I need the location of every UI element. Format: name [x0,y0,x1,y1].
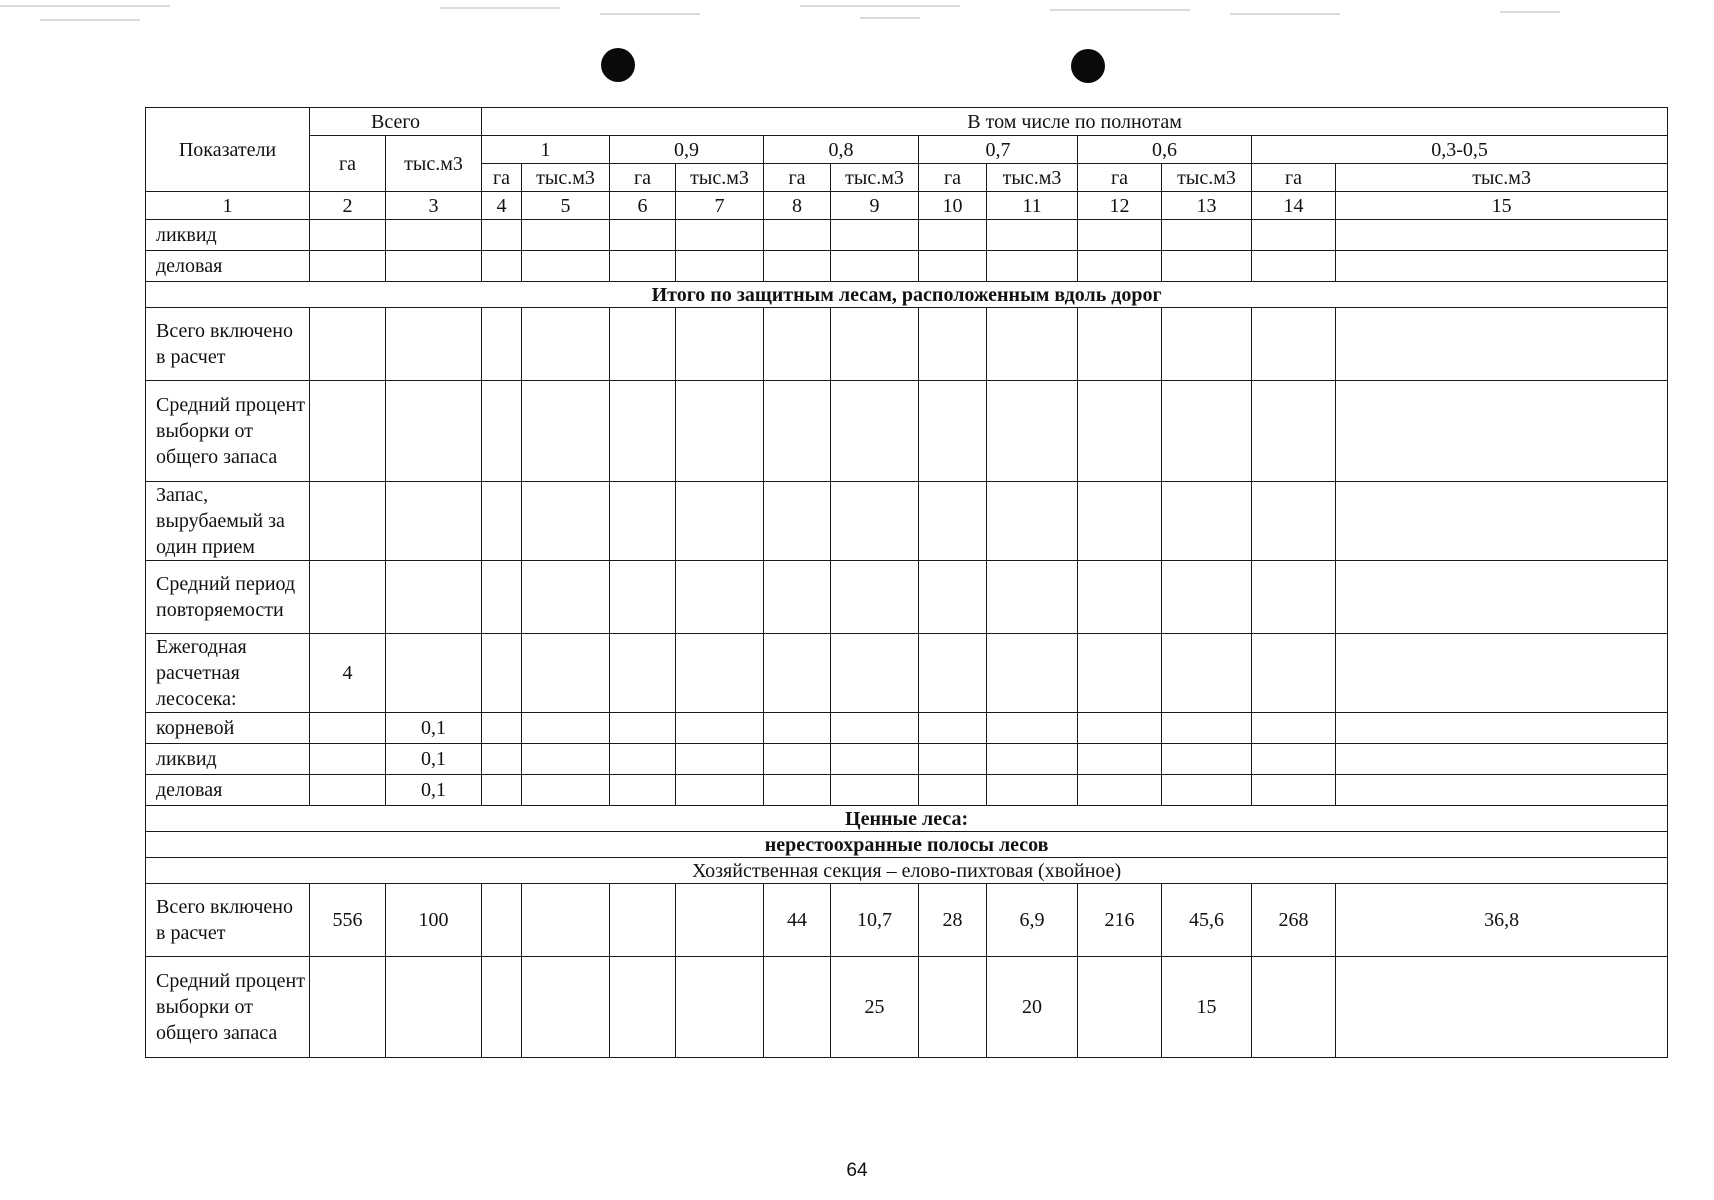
table-cell [610,957,676,1058]
punch-hole-right [1071,49,1105,83]
column-number: 13 [1162,192,1252,220]
table-cell [831,744,919,775]
density-07-header: 0,7 [919,136,1078,164]
column-number: 9 [831,192,919,220]
table-cell [386,634,482,713]
row-label: Всего включено в расчет [146,884,310,957]
table-cell [386,381,482,482]
table-cell [522,884,610,957]
table-cell [610,775,676,806]
table-cell [1252,561,1336,634]
table-cell [386,220,482,251]
table-cell [610,482,676,561]
table-cell [676,775,764,806]
table-cell [1252,482,1336,561]
section-row [146,282,1668,308]
table-cell: 15 [1162,957,1252,1058]
table-cell [764,251,831,282]
table-cell [1078,561,1162,634]
table-cell [764,561,831,634]
table-cell [310,744,386,775]
table-cell [522,561,610,634]
row-label: Ежегодная расчетная лесосека: [146,634,310,713]
table-cell [764,482,831,561]
table-cell [1162,482,1252,561]
ha-unit-header: га [919,164,987,192]
table-row [146,381,1668,482]
table-cell [1078,957,1162,1058]
table-cell [831,381,919,482]
table-cell: 25 [831,957,919,1058]
scan-noise-marks [0,0,1714,40]
table-cell [987,308,1078,381]
table-cell [1078,482,1162,561]
table-cell [676,884,764,957]
column-number: 6 [610,192,676,220]
density-1-header: 1 [482,136,610,164]
table-cell [1162,775,1252,806]
table-cell [482,775,522,806]
table-cell [919,561,987,634]
table-cell [610,713,676,744]
density-header: В том числе по полнотам [482,108,1668,136]
section-row [146,832,1668,858]
table-cell [919,744,987,775]
punch-hole-left [601,48,635,82]
table-cell: 0,1 [386,713,482,744]
table-cell [1336,251,1668,282]
table-cell [676,308,764,381]
table-cell [522,381,610,482]
table-cell [610,308,676,381]
table-cell [919,713,987,744]
table-cell [610,381,676,482]
table-cell [482,713,522,744]
table-cell [1078,220,1162,251]
section-title: Хозяйственная секция – елово-пихтовая (хвойное) [146,858,1668,884]
table-cell [1252,957,1336,1058]
table-cell [919,957,987,1058]
table-cell [1336,381,1668,482]
table-cell [1078,251,1162,282]
column-number: 14 [1252,192,1336,220]
volume-unit-header: тыс.м3 [676,164,764,192]
table-cell [522,251,610,282]
table-body [146,108,1668,1058]
table-cell [310,251,386,282]
table-cell [1252,381,1336,482]
table-cell [1336,220,1668,251]
table-cell [831,775,919,806]
table-cell [1252,308,1336,381]
table-cell [310,561,386,634]
table-cell [1336,482,1668,561]
table-cell [482,561,522,634]
row-label: Средний процент выборки от общего запаса [146,381,310,482]
table-cell [676,634,764,713]
table-cell [987,634,1078,713]
table-cell [482,251,522,282]
section-title: Ценные леса: [146,806,1668,832]
table-cell [764,957,831,1058]
table-cell [1078,308,1162,381]
column-number: 10 [919,192,987,220]
table-cell [1078,713,1162,744]
table-cell [1162,744,1252,775]
table-cell [676,482,764,561]
table-cell [987,744,1078,775]
header-row-2 [146,136,1668,164]
table-cell: 36,8 [1336,884,1668,957]
table-cell [1162,308,1252,381]
volume-unit-header: тыс.м3 [831,164,919,192]
table-cell [764,220,831,251]
table-cell [1252,775,1336,806]
table-cell [310,775,386,806]
column-number: 2 [310,192,386,220]
table-cell [676,744,764,775]
column-number: 8 [764,192,831,220]
header-row-1 [146,108,1668,136]
table-cell [386,561,482,634]
table-cell: 0,1 [386,744,482,775]
table-cell [610,884,676,957]
table-cell [482,884,522,957]
table-cell [1336,713,1668,744]
table-cell [522,775,610,806]
volume-unit-header: тыс.м3 [987,164,1078,192]
table-cell [764,744,831,775]
table-row [146,884,1668,957]
table-cell [482,308,522,381]
table-cell [522,308,610,381]
table-cell [386,482,482,561]
table-cell [987,775,1078,806]
table-cell [676,251,764,282]
volume-unit-header: тыс.м3 [1336,164,1668,192]
table-cell [831,713,919,744]
table-row [146,775,1668,806]
table-cell [831,634,919,713]
ha-unit-header: га [482,164,522,192]
table-cell [522,713,610,744]
table-cell [1252,744,1336,775]
table-cell: 556 [310,884,386,957]
table-cell [310,220,386,251]
table-cell [310,482,386,561]
section-row [146,858,1668,884]
table-row [146,713,1668,744]
table-cell: 45,6 [1162,884,1252,957]
table-cell [482,482,522,561]
table-cell: 28 [919,884,987,957]
table-cell [676,220,764,251]
column-number: 12 [1078,192,1162,220]
table-cell [310,381,386,482]
table-cell [919,775,987,806]
table-cell [610,634,676,713]
total-header: Всего [310,108,482,136]
table-cell [1078,744,1162,775]
column-number: 1 [146,192,310,220]
row-label: Всего включено в расчет [146,308,310,381]
table-row [146,561,1668,634]
table-cell [610,251,676,282]
table-cell [1078,775,1162,806]
table-cell [1336,957,1668,1058]
table-cell [386,308,482,381]
row-label: Средний процент выборки от общего запаса [146,957,310,1058]
table-cell [1078,634,1162,713]
table-cell [987,482,1078,561]
table-cell [482,220,522,251]
table-cell [764,775,831,806]
table-row [146,957,1668,1058]
column-number-row [146,192,1668,220]
table-row [146,220,1668,251]
table-cell: 4 [310,634,386,713]
table-cell [919,634,987,713]
table-cell [1336,308,1668,381]
table-cell [482,957,522,1058]
column-number: 15 [1336,192,1668,220]
column-number: 5 [522,192,610,220]
volume-unit-header: тыс.м3 [522,164,610,192]
table-cell [1162,220,1252,251]
table-cell [676,713,764,744]
table-cell: 10,7 [831,884,919,957]
table-cell [1078,381,1162,482]
section-title: нерестоохранные полосы лесов [146,832,1668,858]
density-09-header: 0,9 [610,136,764,164]
table-cell [987,381,1078,482]
row-label: ликвид [146,220,310,251]
table-cell [1162,381,1252,482]
density-03-05-header: 0,3-0,5 [1252,136,1668,164]
column-number: 3 [386,192,482,220]
section-title: Итого по защитным лесам, расположенным вдоль дорог [146,282,1668,308]
table-row [146,308,1668,381]
table-cell [764,713,831,744]
table-cell: 0,1 [386,775,482,806]
table-cell: 268 [1252,884,1336,957]
table-cell [310,308,386,381]
table-cell [522,957,610,1058]
table-cell [610,220,676,251]
table-cell [1252,634,1336,713]
table-cell [919,220,987,251]
row-label: Запас, вырубаемый за один прием [146,482,310,561]
row-label: корневой [146,713,310,744]
table-row [146,482,1668,561]
table-cell [482,634,522,713]
ha-unit-header: га [610,164,676,192]
table-cell [1336,775,1668,806]
table-row [146,634,1668,713]
table-cell [676,381,764,482]
table-cell [1162,713,1252,744]
total-ha-header: га [310,136,386,192]
table-cell [676,957,764,1058]
row-label: ликвид [146,744,310,775]
table-cell [919,482,987,561]
column-number: 7 [676,192,764,220]
table-cell [522,634,610,713]
table-cell [482,381,522,482]
table-cell [1252,713,1336,744]
table-cell [1162,634,1252,713]
section-row [146,806,1668,832]
table-cell [919,381,987,482]
row-label: Средний период повторяемости [146,561,310,634]
density-08-header: 0,8 [764,136,919,164]
table-cell [386,957,482,1058]
ha-unit-header: га [764,164,831,192]
table-cell [987,251,1078,282]
table-cell [1162,251,1252,282]
table-cell [1336,561,1668,634]
table-cell [831,561,919,634]
table-cell [919,308,987,381]
table-cell [522,744,610,775]
row-label: деловая [146,775,310,806]
total-volume-header: тыс.м3 [386,136,482,192]
table-cell [482,744,522,775]
table-cell [764,308,831,381]
table-cell [987,713,1078,744]
table-cell [1336,744,1668,775]
table-cell [1336,634,1668,713]
density-06-header: 0,6 [1078,136,1252,164]
table-cell [831,482,919,561]
table-cell [987,561,1078,634]
indicators-header: Показатели [146,108,310,192]
table-cell [764,634,831,713]
table-cell [831,251,919,282]
column-number: 4 [482,192,522,220]
table-cell [522,220,610,251]
table-cell [1252,220,1336,251]
table-cell [310,957,386,1058]
table-cell [1252,251,1336,282]
table-cell: 44 [764,884,831,957]
table-row [146,251,1668,282]
ha-unit-header: га [1252,164,1336,192]
table-cell [919,251,987,282]
table-row [146,744,1668,775]
table-cell [987,220,1078,251]
column-number: 11 [987,192,1078,220]
table-cell [831,308,919,381]
table-cell [764,381,831,482]
density-table [145,107,1668,1058]
table-cell [522,482,610,561]
volume-unit-header: тыс.м3 [1162,164,1252,192]
table-cell: 100 [386,884,482,957]
table-cell: 6,9 [987,884,1078,957]
table-cell [831,220,919,251]
table-cell: 216 [1078,884,1162,957]
table-cell [610,744,676,775]
table-cell [386,251,482,282]
table-cell [1162,561,1252,634]
table-cell [610,561,676,634]
page-number: 64 [846,1160,868,1181]
ha-unit-header: га [1078,164,1162,192]
row-label: деловая [146,251,310,282]
table-cell [676,561,764,634]
table-cell: 20 [987,957,1078,1058]
table-cell [310,713,386,744]
